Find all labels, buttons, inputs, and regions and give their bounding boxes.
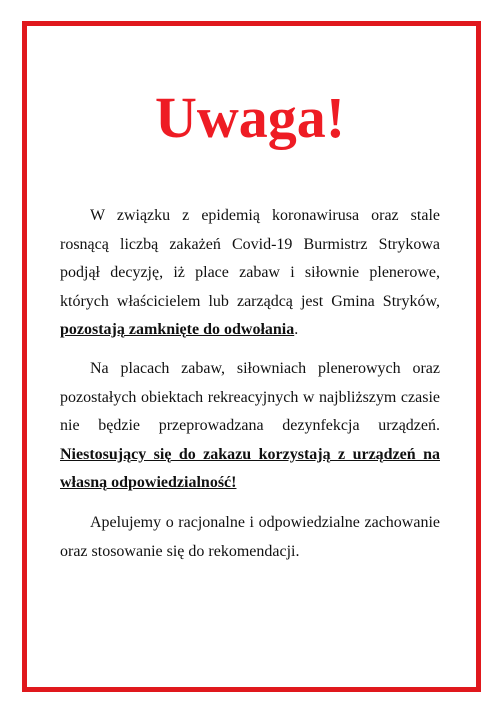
paragraph-2-text: Na placach zabaw, siłowniach plenerowych oraz pozostałych obiektach rekreacyjnych w najbliższym czasie nie będzie przeprowadzana dezynfekcja urządzeń. [60, 360, 440, 434]
paragraph-no-disinfection [60, 355, 440, 498]
paragraph-1-text: W związku z epidemią koronawirusa oraz stale rosnącą liczbą zakażeń Covid-19 Burmistrz Strykowa podjął decyzję, iż place zabaw i siłownie plenerowe, których właścicielem lub zarządcą jest Gmina Stryków, [60, 207, 440, 310]
paragraph-closure-decision [60, 202, 440, 345]
closure-emphasis: pozostają zamknięte do odwołania [60, 321, 295, 338]
paragraph-1-end: . [294, 321, 299, 338]
paragraph-3-text: Apelujemy o racjonalne i odpowiedzialne zachowanie oraz stosowanie się do rekomendacji. [60, 514, 440, 560]
own-risk-emphasis: Niestosujący się do zakazu korzystają z urządzeń na własną odpowiedzialność! [60, 445, 440, 491]
notice-title: Uwaga! [154, 85, 346, 150]
paragraph-appeal [60, 509, 440, 566]
